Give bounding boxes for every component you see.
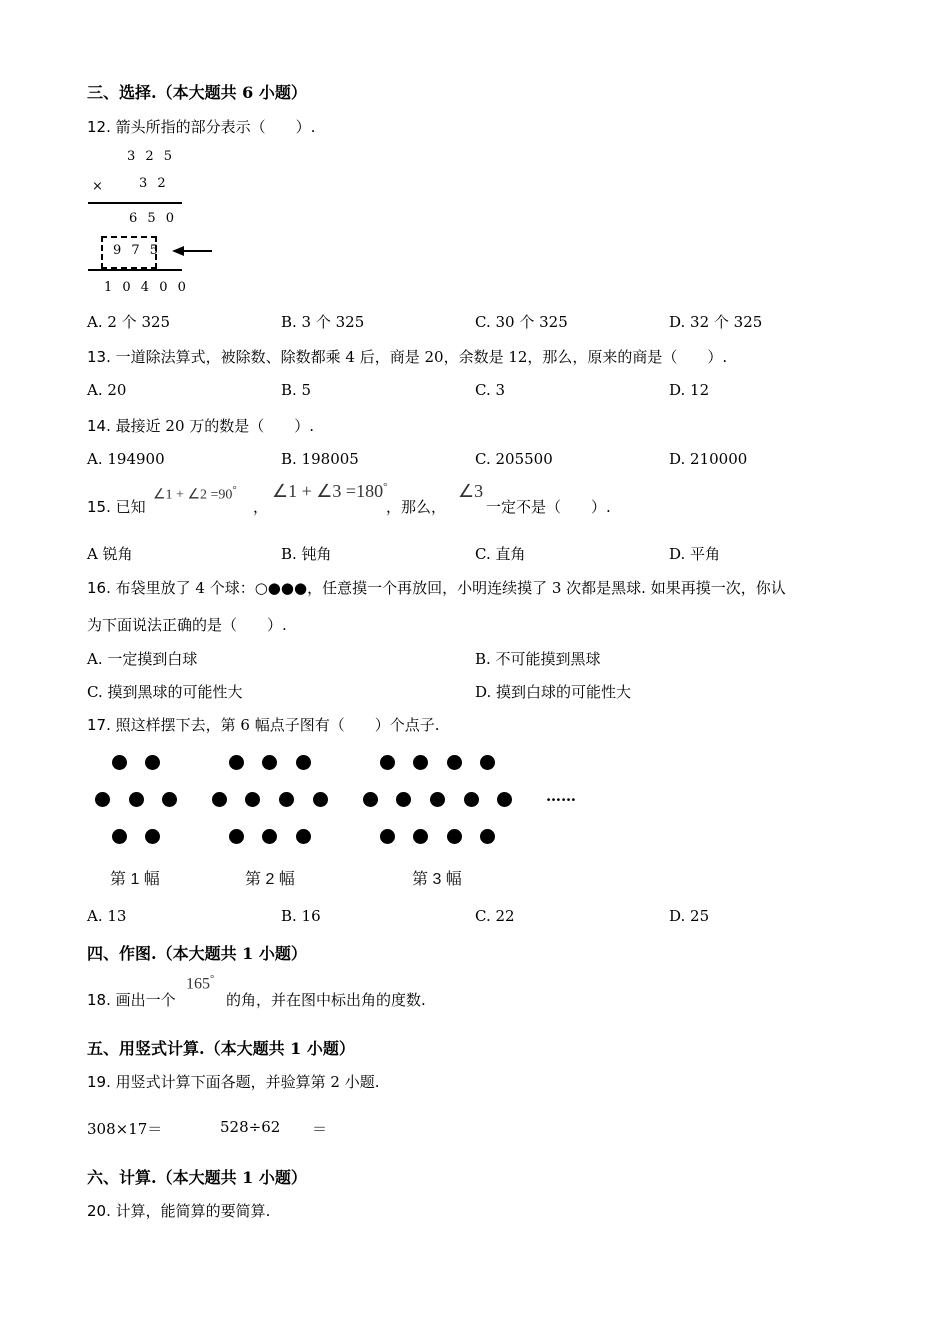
section-title: 四、作图.（本大题共 1 小题）	[87, 944, 307, 963]
option-a: A. 一定摸到白球	[87, 650, 198, 668]
option-d: D. 平角	[669, 545, 721, 563]
dot	[129, 792, 144, 807]
dot	[447, 829, 462, 844]
option-d: D. 25	[669, 907, 710, 925]
dot	[313, 792, 328, 807]
dot	[413, 755, 428, 770]
dot	[229, 829, 244, 844]
times-sign: ×	[92, 179, 106, 194]
option-c: C. 直角	[475, 545, 526, 563]
question-text-line2: 为下面说法正确的是（ ）.	[87, 616, 287, 634]
dot	[480, 755, 495, 770]
question-text: 用竖式计算下面各题，并验算第 2 小题.	[115, 1073, 380, 1091]
dot	[229, 755, 244, 770]
question-17	[87, 714, 440, 735]
figure-caption: 第 2 幅	[245, 871, 295, 888]
partial-product-1: 6 5 0	[129, 211, 178, 226]
equation-1: ∠1 + ∠2 =90°	[153, 484, 237, 503]
question-text: 已知	[115, 498, 146, 516]
figure-caption: 第 3 幅	[412, 871, 462, 888]
question-16	[87, 577, 786, 598]
dot	[162, 792, 177, 807]
question-text: 布袋里放了 4 个球：○●●●，任意摸一个再放回，小明连续摸了 3 次都是黑球. 如果再摸一次，你认	[115, 579, 786, 597]
option-d: D. 32 个 325	[669, 313, 763, 331]
question-number: 15.	[87, 498, 111, 516]
question-text: 照这样摆下去，第 6 幅点子图有（ ）个点子.	[115, 716, 440, 734]
multiplier: 3 2	[139, 176, 169, 191]
calc-line	[88, 269, 182, 271]
question-number: 16.	[87, 579, 111, 597]
question-15-start	[87, 496, 146, 517]
question-text: 一定不是（ ）.	[486, 498, 611, 516]
option-d: D. 12	[669, 381, 710, 399]
dot	[296, 755, 311, 770]
dot	[396, 792, 411, 807]
question-18-start	[87, 989, 176, 1010]
question-text: 箭头所指的部分表示（ ）.	[115, 118, 316, 136]
calc-expression-1: 308×17＝	[87, 1120, 163, 1138]
dot	[480, 829, 495, 844]
dot	[212, 792, 227, 807]
question-text: 画出一个	[115, 991, 176, 1009]
figure-caption: 第 1 幅	[110, 871, 160, 888]
ellipsis: ……	[546, 787, 576, 805]
section-title: 六、计算.（本大题共 1 小题）	[87, 1168, 307, 1187]
dot	[279, 792, 294, 807]
dot	[145, 755, 160, 770]
question-13	[87, 346, 727, 367]
question-number: 14.	[87, 417, 111, 435]
option-b: B. 3 个 325	[281, 313, 365, 331]
equals-sign: ＝	[312, 1120, 328, 1138]
dot	[497, 792, 512, 807]
option-b: B. 198005	[281, 450, 359, 468]
dot	[145, 829, 160, 844]
option-b: B. 不可能摸到黑球	[475, 650, 601, 668]
calc-expression-2: 528÷62	[220, 1118, 281, 1136]
question-number: 17.	[87, 716, 111, 734]
dot	[95, 792, 110, 807]
option-a: A. 20	[87, 381, 127, 399]
question-number: 20.	[87, 1202, 111, 1220]
question-number: 19.	[87, 1073, 111, 1091]
dot	[262, 755, 277, 770]
dot	[262, 829, 277, 844]
option-c: C. 3	[475, 381, 506, 399]
dot	[413, 829, 428, 844]
question-number: 18.	[87, 991, 111, 1009]
arrow-left-icon	[170, 243, 214, 259]
dot	[464, 792, 479, 807]
section-title: 五、用竖式计算.（本大题共 1 小题）	[87, 1039, 355, 1058]
dot	[430, 792, 445, 807]
question-number: 12.	[87, 118, 111, 136]
option-d: D. 210000	[669, 450, 748, 468]
dot	[380, 755, 395, 770]
question-12	[87, 116, 315, 137]
question-text: 最接近 20 万的数是（ ）.	[115, 417, 315, 435]
option-a: A. 194900	[87, 450, 165, 468]
option-b: B. 5	[281, 381, 312, 399]
dot	[245, 792, 260, 807]
question-text: 计算，能简算的要简算.	[115, 1202, 271, 1220]
product: 1 0 4 0 0	[104, 280, 189, 295]
dot	[296, 829, 311, 844]
angle-value: 165°	[186, 973, 215, 993]
calc-line	[88, 202, 182, 204]
partial-product-2: 9 7 5	[113, 243, 162, 258]
option-a: A. 13	[87, 907, 127, 925]
angle-3: ∠3	[458, 481, 484, 501]
option-b: B. 钝角	[281, 545, 332, 563]
question-text: 的角，并在图中标出角的度数.	[226, 991, 426, 1009]
option-a: A. 2 个 325	[87, 313, 171, 331]
question-20	[87, 1200, 270, 1221]
question-19	[87, 1071, 380, 1092]
dot	[447, 755, 462, 770]
multiplicand: 3 2 5	[127, 149, 176, 164]
question-text: ，那么，	[386, 498, 447, 516]
option-a: A 锐角	[87, 545, 133, 563]
dot	[380, 829, 395, 844]
question-14	[87, 415, 314, 436]
section-title: 三、选择.（本大题共 6 小题）	[87, 83, 307, 102]
dot	[112, 755, 127, 770]
question-text: 一道除法算式，被除数、除数都乘 4 后，商是 20，余数是 12，那么，原来的商是（ ）.	[115, 348, 728, 366]
option-c: C. 205500	[475, 450, 553, 468]
dot	[363, 792, 378, 807]
question-number: 13.	[87, 348, 111, 366]
option-c: C. 22	[475, 907, 515, 925]
option-d: D. 摸到白球的可能性大	[475, 683, 632, 701]
option-c: C. 30 个 325	[475, 313, 568, 331]
option-b: B. 16	[281, 907, 321, 925]
dot	[112, 829, 127, 844]
separator: ，	[253, 498, 269, 516]
option-c: C. 摸到黑球的可能性大	[87, 683, 243, 701]
equation-2: ∠1 + ∠3 =180°	[272, 481, 388, 501]
